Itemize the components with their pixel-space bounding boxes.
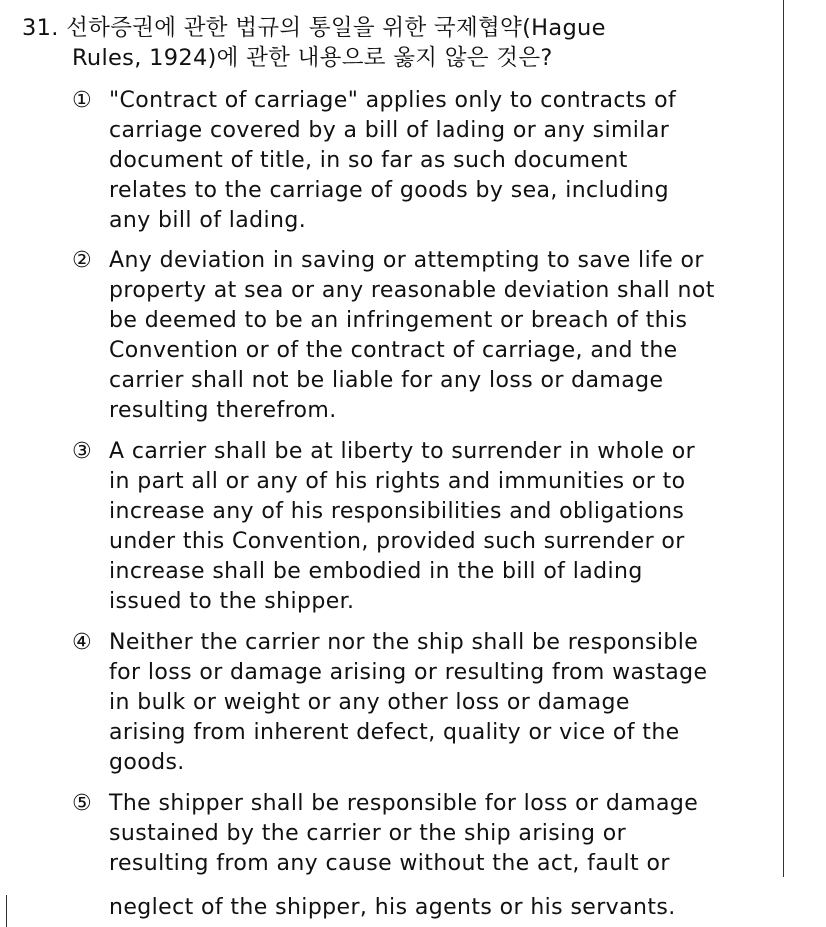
option-marker-1: ① <box>72 88 93 113</box>
option-5-line: resulting from any cause without the act, fault or <box>109 851 670 876</box>
answer-option-1[interactable] <box>72 86 762 236</box>
option-5-line: The shipper shall be responsible for loss or damage <box>109 791 699 816</box>
option-text-4 <box>72 628 762 778</box>
option-4-line: Neither the carrier nor the ship shall be responsible <box>109 630 699 655</box>
answer-option-4[interactable] <box>72 628 762 778</box>
answer-option-3[interactable] <box>72 437 762 617</box>
option-3-line: in part all or any of his rights and immunities or to <box>109 469 686 494</box>
option-1-line: relates to the carriage of goods by sea, including <box>109 178 669 203</box>
option-marker-4: ④ <box>72 630 93 655</box>
question-stem-line-1 <box>22 13 752 43</box>
option-4-line: goods. <box>109 750 185 775</box>
option-text-5 <box>72 789 762 923</box>
option-marker-3: ③ <box>72 439 93 464</box>
question-number: 31. <box>22 15 59 41</box>
option-5-line: sustained by the carrier or the ship arising or <box>109 821 627 846</box>
option-1-line: any bill of lading. <box>109 208 307 233</box>
option-3-line: issued to the shipper. <box>109 589 355 614</box>
answer-option-2[interactable] <box>72 246 762 426</box>
column-divider-right <box>783 0 784 877</box>
option-4-line: in bulk or weight or any other loss or damage <box>109 690 630 715</box>
option-2-line: property at sea or any reasonable deviation shall not <box>109 278 715 303</box>
option-text-2 <box>72 246 762 426</box>
option-2-line: Any deviation in saving or attempting to save life or <box>109 248 704 273</box>
option-3-line: increase shall be embodied in the bill of lading <box>109 559 643 584</box>
option-1-line: "Contract of carriage" applies only to contracts of <box>109 88 677 113</box>
option-2-line: carrier shall not be liable for any loss or damage <box>109 368 664 393</box>
option-2-line: be deemed to be an infringement or breach of this <box>109 308 688 333</box>
option-text-1 <box>72 86 762 236</box>
column-divider-left <box>6 895 7 927</box>
option-marker-5: ⑤ <box>72 791 93 816</box>
option-3-line: under this Convention, provided such surrender or <box>109 529 685 554</box>
option-2-line: resulting therefrom. <box>109 398 337 423</box>
option-1-line: document of title, in so far as such document <box>109 148 628 173</box>
option-3-line: increase any of his responsibilities and obligations <box>109 499 685 524</box>
question-text-line-2: Rules, 1924)에 관한 내용으로 옳지 않은 것은? <box>72 45 553 71</box>
answer-option-5[interactable] <box>72 789 762 923</box>
option-text-3 <box>72 437 762 617</box>
option-4-line: for loss or damage arising or resulting from wastage <box>109 660 708 685</box>
option-2-line: Convention or of the contract of carriage, and the <box>109 338 678 363</box>
option-1-line: carriage covered by a bill of lading or any similar <box>109 118 670 143</box>
question-stem <box>22 13 752 73</box>
option-5-line: neglect of the shipper, his agents or his servants. <box>109 895 676 920</box>
option-3-line: A carrier shall be at liberty to surrender in whole or <box>109 439 696 464</box>
option-4-line: arising from inherent defect, quality or vice of the <box>109 720 680 745</box>
question-text-line-1: 선하증권에 관한 법규의 통일을 위한 국제협약(Hague <box>66 15 606 41</box>
option-marker-2: ② <box>72 248 93 273</box>
